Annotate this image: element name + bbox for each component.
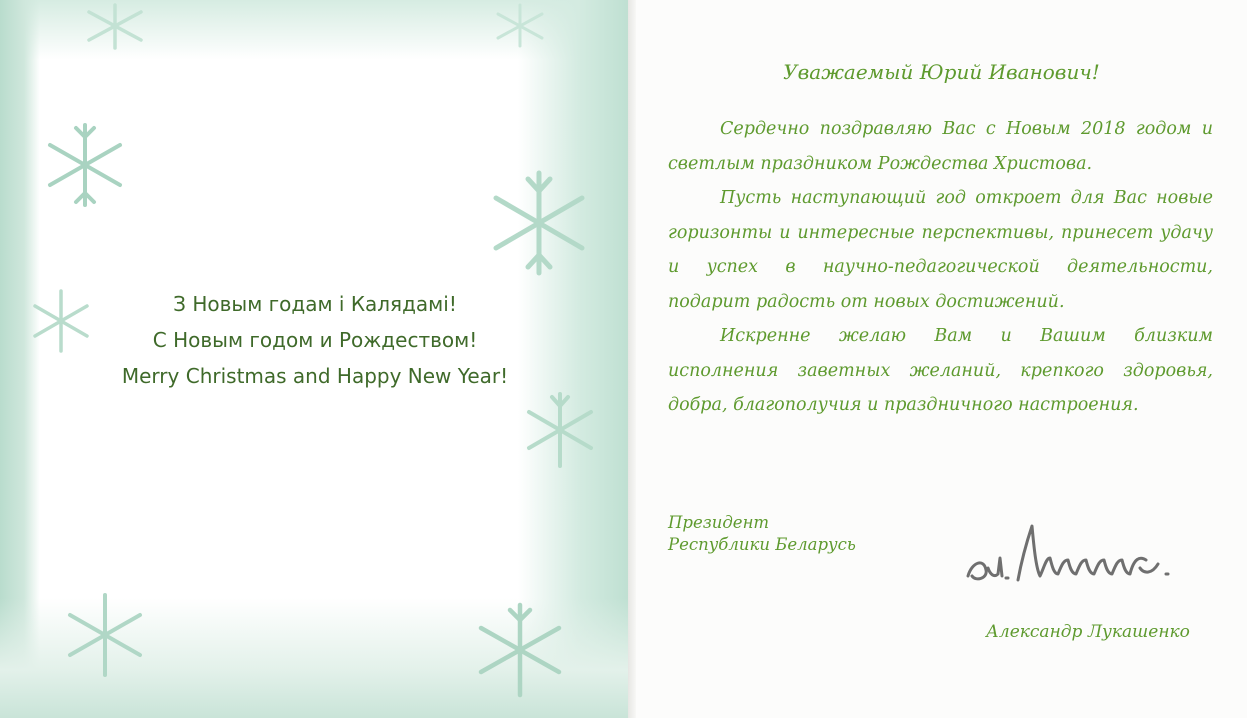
greeting-block bbox=[100, 286, 530, 394]
greeting-russian: С Новым годом и Рождеством! bbox=[152, 328, 478, 352]
signer-name: Александр Лукашенко bbox=[986, 622, 1190, 642]
letter-body bbox=[668, 112, 1213, 423]
snowflake-icon bbox=[26, 286, 96, 356]
right-panel bbox=[636, 0, 1247, 718]
snowflake-icon bbox=[60, 590, 150, 680]
snowflake-icon bbox=[520, 390, 600, 470]
letter-paragraph: Искренне желаю Вам и Вашим близким исполнения заветных желаний, крепкого здоровья, добра, благополучия и праздничного настроения. bbox=[668, 326, 1213, 415]
snowflake-icon bbox=[80, 0, 150, 50]
signatory-title bbox=[668, 512, 856, 556]
snowflake-icon bbox=[470, 600, 570, 700]
salutation: Уважаемый Юрий Иванович! bbox=[783, 60, 1100, 84]
greeting-english: Merry Christmas and Happy New Year! bbox=[121, 364, 509, 388]
snowflake-icon bbox=[484, 168, 594, 278]
snowflake-icon bbox=[40, 120, 130, 210]
letter-paragraph: Сердечно поздравляю Вас с Новым 2018 годом и светлым праздником Рождества Христова. bbox=[668, 119, 1213, 174]
greeting-belarusian: З Новым годам і Калядамі! bbox=[173, 292, 457, 316]
snowflake-icon bbox=[490, 0, 550, 50]
letter-paragraph: Пусть наступающий год откроет для Вас новые горизонты и интересные перспективы, принесет удачу и успех в научно-педагогической деятельности, подарит радость от новых достижений. bbox=[668, 188, 1213, 312]
handwritten-signature bbox=[962, 518, 1202, 598]
signatory-title-line: Республики Беларусь bbox=[668, 535, 856, 554]
signatory-title-line: Президент bbox=[668, 513, 770, 532]
card-fold bbox=[628, 0, 636, 718]
